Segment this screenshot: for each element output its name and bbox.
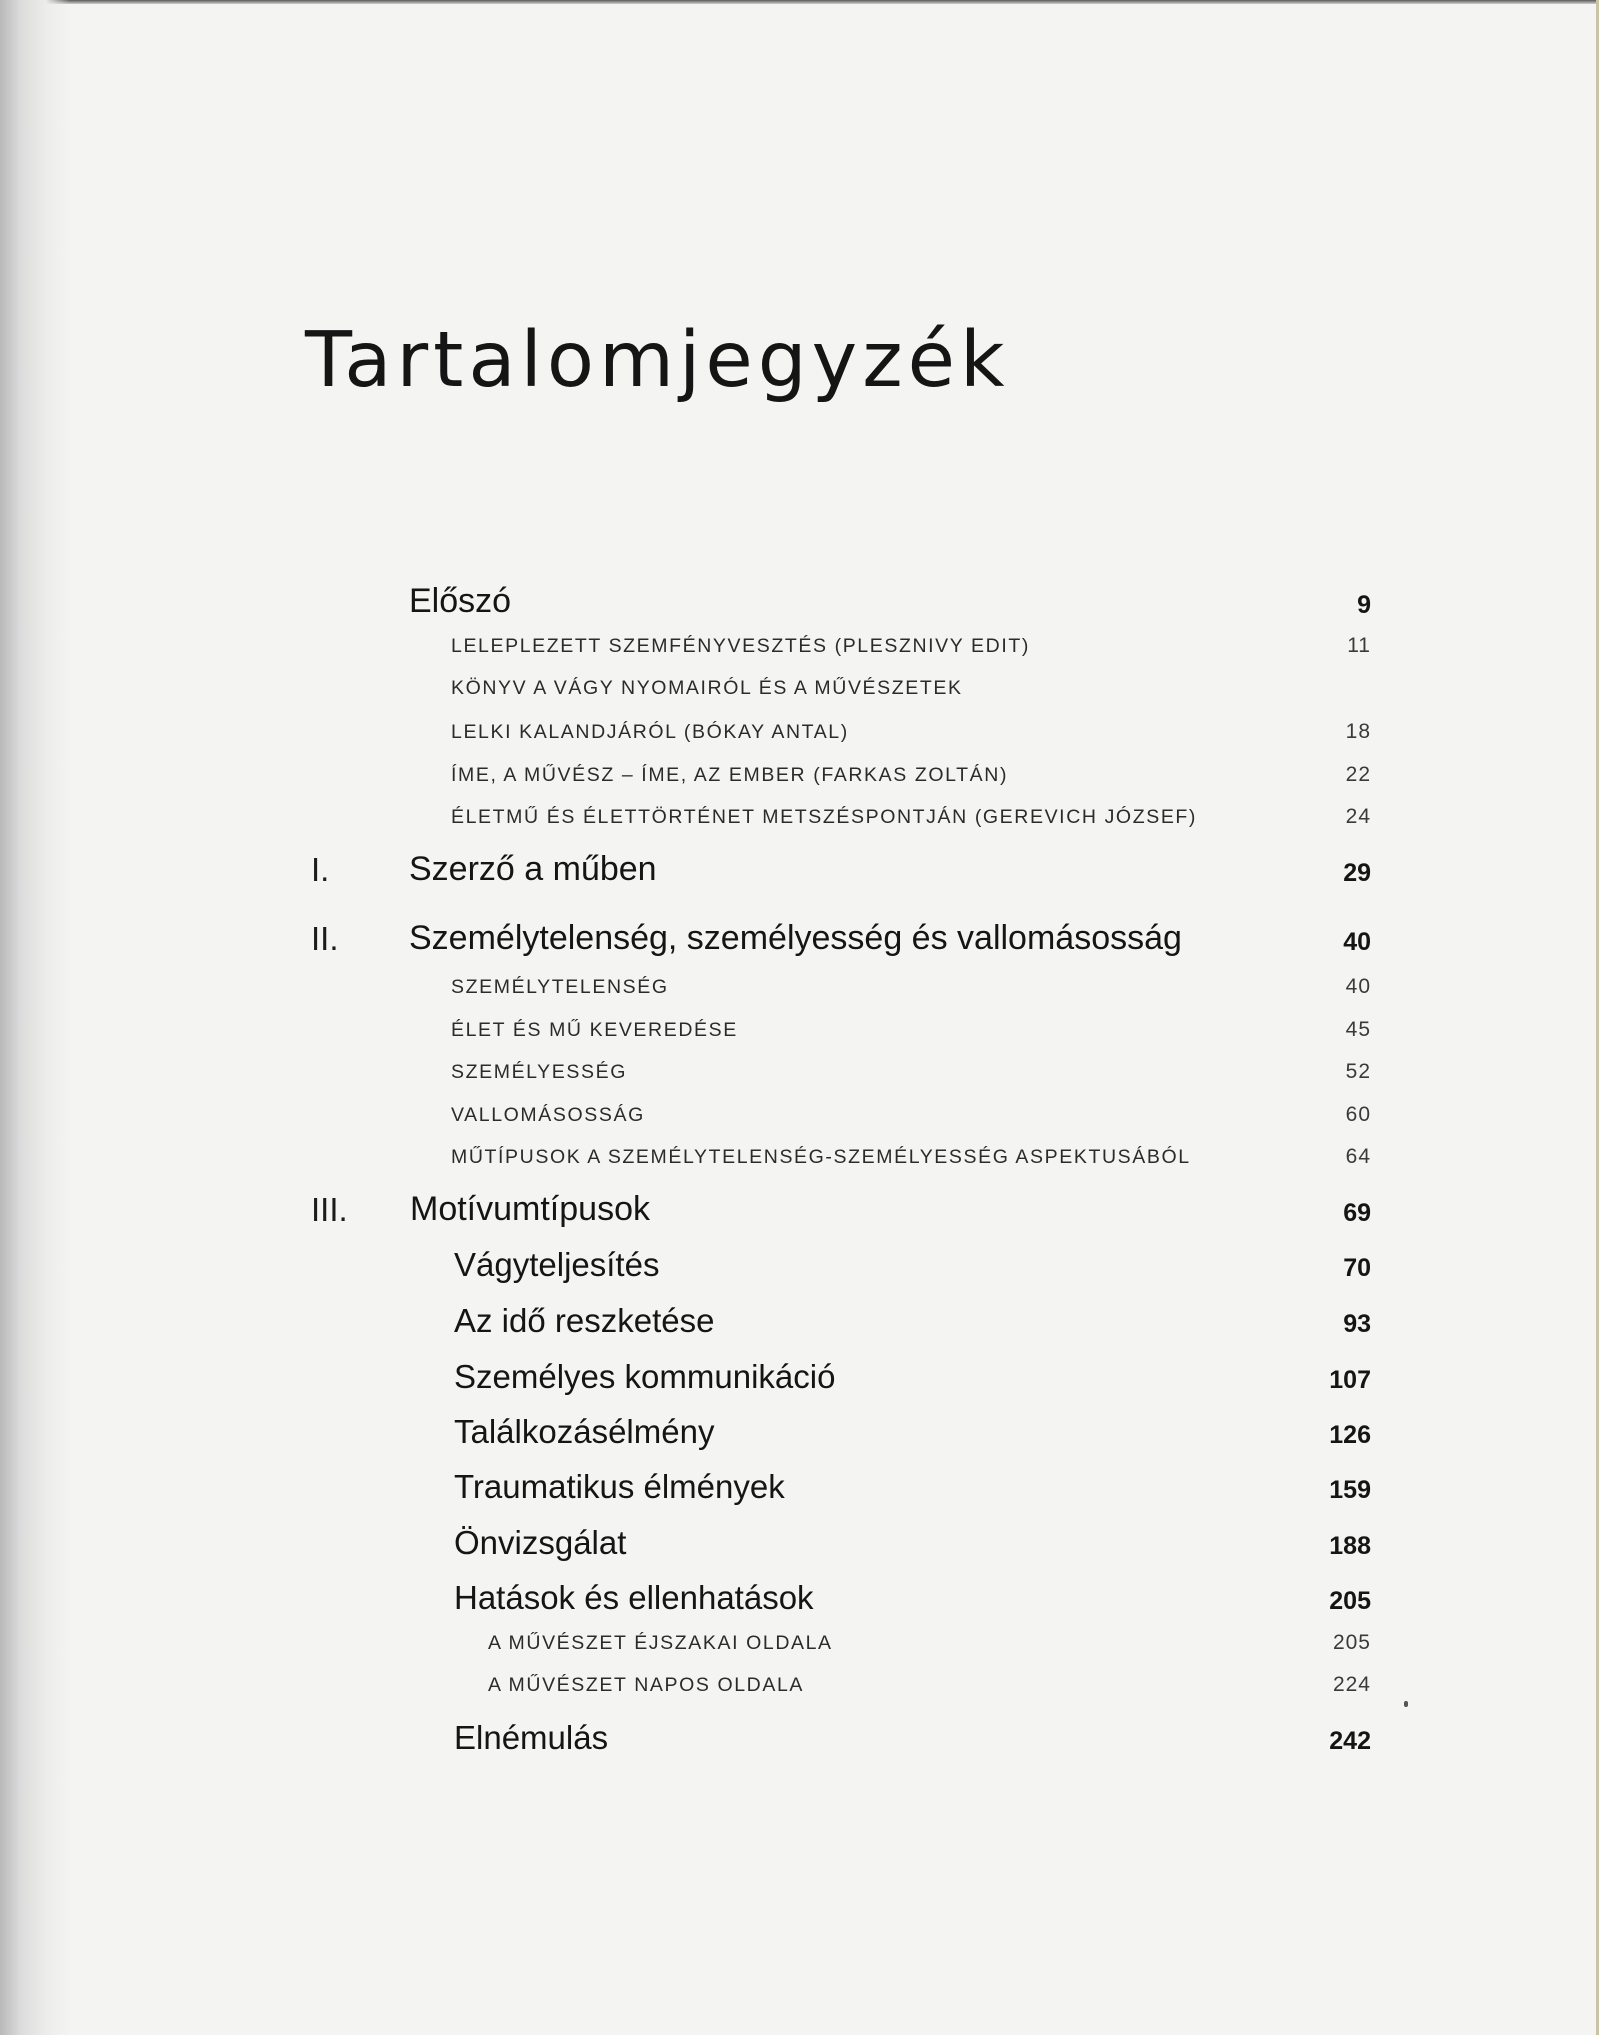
- toc-section-label: Elnémulás: [454, 1719, 609, 1756]
- toc-subentry-label: KÖNYV A VÁGY NYOMAIRÓL ÉS A MŰVÉSZETEK: [451, 676, 963, 699]
- toc-page-number: 24: [1345, 805, 1371, 828]
- toc-page-number: 69: [1343, 1199, 1371, 1227]
- toc-chapter-label: Személytelenség, személyesség és vallomásosság: [409, 919, 1182, 957]
- toc-page-number: 29: [1343, 859, 1371, 887]
- toc-chapter-1[interactable]: [0, 836, 1599, 886]
- toc-section[interactable]: [0, 1231, 1599, 1281]
- toc-subentry[interactable]: [0, 1645, 1599, 1695]
- toc-entry-label: Előszó: [409, 582, 512, 620]
- toc-chapter-3[interactable]: [0, 1176, 1599, 1226]
- toc-page-number: 107: [1329, 1366, 1371, 1394]
- toc-section-label: Az idő reszketése: [454, 1302, 715, 1339]
- toc-subentry-label: A MŰVÉSZET NAPOS OLDALA: [488, 1673, 805, 1696]
- toc-chapter-label: Szerző a műben: [409, 850, 657, 888]
- toc-subentry-label: MŰTÍPUSOK A SZEMÉLYTELENSÉG-SZEMÉLYESSÉG ASPEKTUSÁBÓL: [451, 1145, 1191, 1168]
- toc-page-number: 52: [1345, 1060, 1371, 1083]
- toc-page-number: 224: [1332, 1673, 1371, 1696]
- toc-page-number: 11: [1347, 634, 1371, 657]
- toc-subentry-label: A MŰVÉSZET ÉJSZAKAI OLDALA: [488, 1631, 833, 1654]
- toc-page-number: 159: [1329, 1476, 1371, 1504]
- toc-section[interactable]: [0, 1287, 1599, 1337]
- toc-page-number: 70: [1343, 1254, 1371, 1282]
- toc-chapter-number: III.: [311, 1191, 348, 1228]
- toc-page-number: 126: [1329, 1421, 1371, 1449]
- toc-page-number: 188: [1329, 1532, 1371, 1560]
- toc-page-number: 40: [1343, 928, 1371, 956]
- toc-subentry-label: SZEMÉLYTELENSÉG: [451, 975, 669, 998]
- toc-page-number: 9: [1357, 591, 1371, 619]
- toc-subentry[interactable]: [0, 777, 1599, 827]
- toc-page-number: 22: [1345, 763, 1371, 786]
- toc-section-label: Traumatikus élmények: [454, 1468, 785, 1505]
- toc-subentry-label: VALLOMÁSOSSÁG: [451, 1103, 645, 1126]
- toc-subentry-label: ÉLETMŰ ÉS ÉLETTÖRTÉNET METSZÉSPONTJÁN (GEREVICH JÓZSEF): [451, 805, 1198, 828]
- toc-chapter-number: I.: [311, 851, 330, 888]
- toc-subentry[interactable]: [0, 648, 1599, 698]
- toc-section[interactable]: [0, 1509, 1599, 1559]
- toc-section-label: Önvizsgálat: [454, 1524, 627, 1561]
- toc-section-label: Személyes kommunikáció: [454, 1358, 836, 1395]
- toc-page-number: 93: [1343, 1310, 1371, 1338]
- toc-subentry-label: LELEPLEZETT SZEMFÉNYVESZTÉS (PLESZNIVY EDIT): [451, 634, 1030, 657]
- toc-page-number: 18: [1345, 720, 1371, 743]
- toc-section[interactable]: [0, 1453, 1599, 1503]
- toc-section[interactable]: [0, 1343, 1599, 1393]
- toc-section[interactable]: [0, 1704, 1599, 1754]
- toc-section[interactable]: [0, 1398, 1599, 1448]
- toc-page-number: 242: [1329, 1727, 1371, 1755]
- print-speck: [1404, 1701, 1408, 1707]
- toc-page-number: 40: [1345, 975, 1371, 998]
- toc-subentry-label: SZEMÉLYESSÉG: [451, 1060, 627, 1083]
- toc-page-number: 45: [1345, 1018, 1371, 1041]
- toc-section-label: Hatások és ellenhatások: [454, 1579, 814, 1616]
- toc-page-number: 205: [1329, 1587, 1371, 1615]
- page-title: Tartalomjegyzék: [305, 316, 1010, 405]
- toc-subentry[interactable]: [0, 1117, 1599, 1167]
- toc-chapter-label: Motívumtípusok: [410, 1190, 650, 1228]
- toc-page-number: 205: [1332, 1631, 1371, 1654]
- toc-subentry-label: ÍME, A MŰVÉSZ – ÍME, AZ EMBER (FARKAS ZOLTÁN): [451, 763, 1009, 786]
- toc-chapter-number: II.: [311, 920, 339, 957]
- toc-section-label: Vágyteljesítés: [454, 1246, 660, 1283]
- toc-page-number: 60: [1345, 1103, 1371, 1126]
- toc-page-number: 64: [1345, 1145, 1371, 1168]
- toc-subentry-label: ÉLET ÉS MŰ KEVEREDÉSE: [451, 1018, 738, 1041]
- toc-subentry-label: LELKI KALANDJÁRÓL (BÓKAY ANTAL): [451, 720, 849, 743]
- toc-section-label: Találkozásélmény: [454, 1413, 715, 1450]
